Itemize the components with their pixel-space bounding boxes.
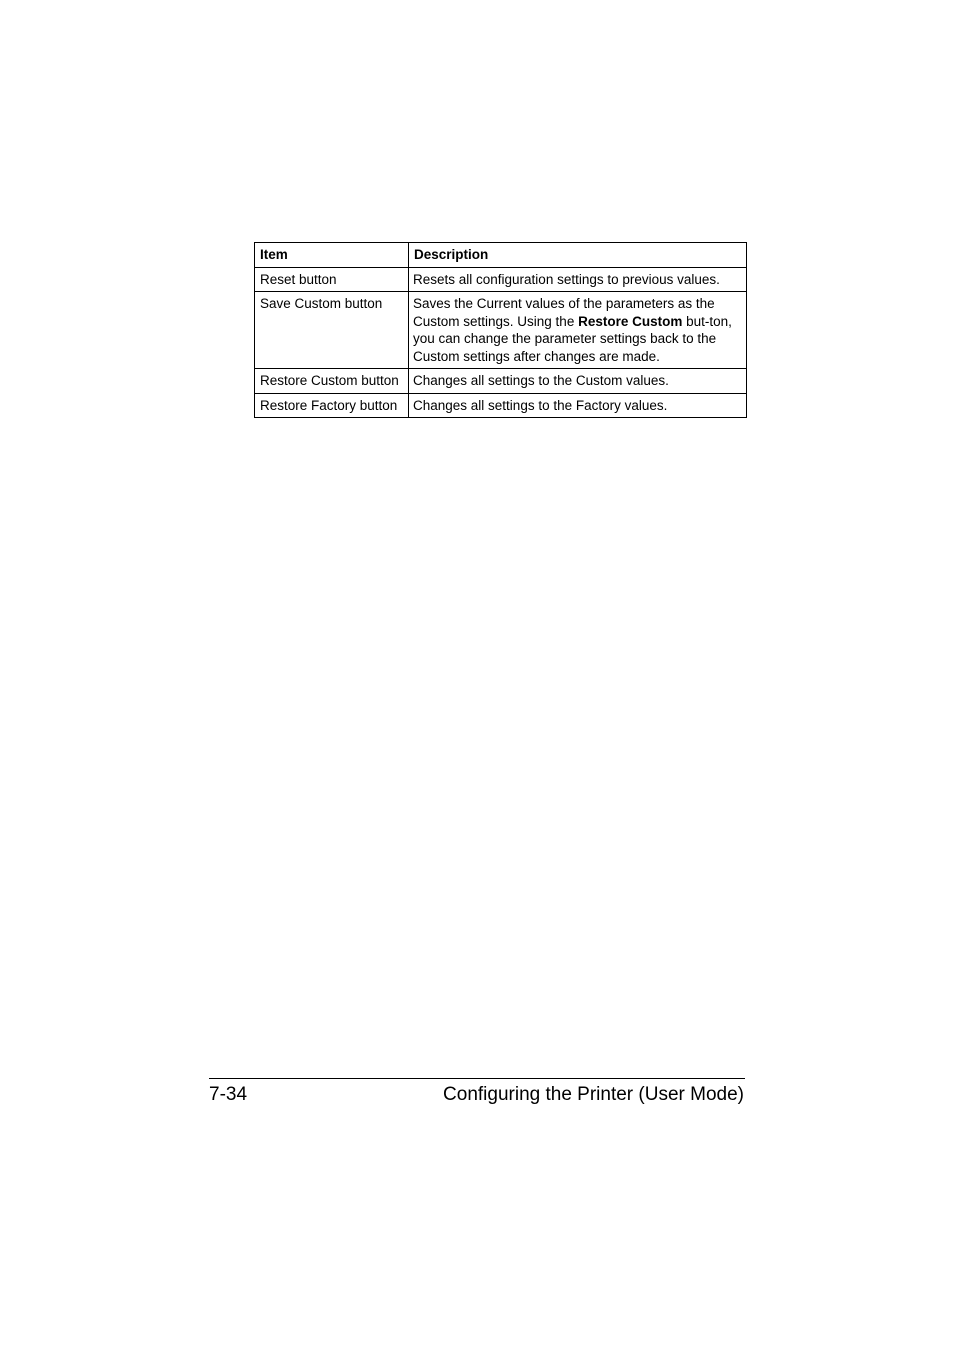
description-text: Saves the Current values of the parameters as the Custom settings. Using the bbox=[413, 296, 715, 329]
header-description: Description bbox=[409, 243, 747, 268]
table-row bbox=[255, 369, 747, 394]
table-row bbox=[255, 393, 747, 418]
table-body bbox=[255, 267, 747, 418]
item-cell: Restore Custom button bbox=[255, 369, 409, 394]
item-cell: Reset button bbox=[255, 267, 409, 292]
table-row bbox=[255, 267, 747, 292]
footer-divider bbox=[209, 1078, 745, 1079]
table-row bbox=[255, 292, 747, 369]
description-bold-term: Restore Custom bbox=[578, 313, 683, 329]
description-text: but-ton, you can change the parameter settings back to the Custom settings after changes are made. bbox=[413, 313, 732, 364]
footer-section-title: Configuring the Printer (User Mode) bbox=[443, 1084, 744, 1105]
header-item: Item bbox=[255, 243, 409, 268]
description-cell bbox=[409, 292, 747, 369]
item-cell: Restore Factory button bbox=[255, 393, 409, 418]
header-row bbox=[255, 243, 747, 268]
page-number: 7-34 bbox=[209, 1084, 248, 1105]
item-cell: Save Custom button bbox=[255, 292, 409, 369]
description-cell: Resets all configuration settings to previous values. bbox=[409, 267, 747, 292]
description-cell: Changes all settings to the Factory values. bbox=[409, 393, 747, 418]
description-cell: Changes all settings to the Custom values. bbox=[409, 369, 747, 394]
settings-table bbox=[254, 242, 747, 418]
table-header bbox=[255, 243, 747, 268]
